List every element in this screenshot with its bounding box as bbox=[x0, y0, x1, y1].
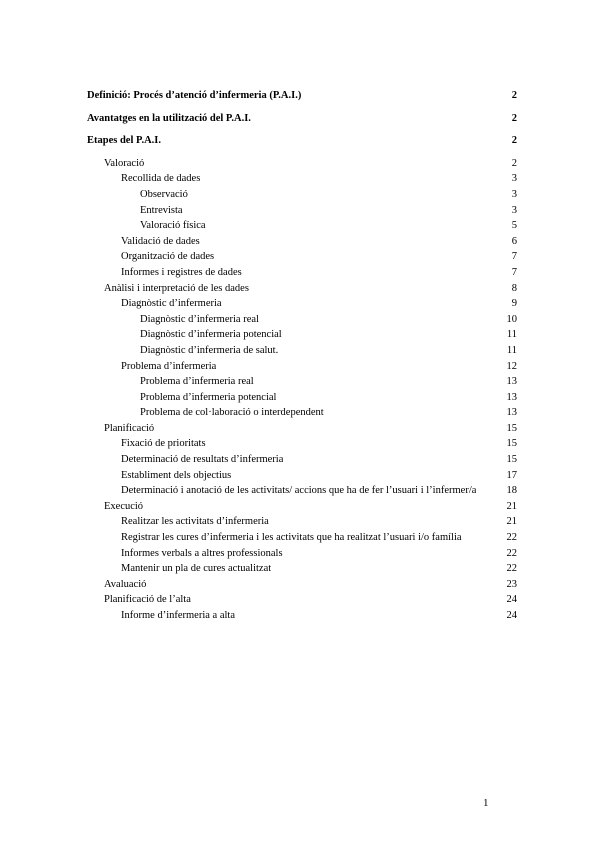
toc-entry-page: 6 bbox=[511, 235, 517, 247]
toc-entry-page: 18 bbox=[506, 485, 517, 497]
toc-entry-title: Diagnòstic d’infermeria de salut. bbox=[140, 344, 279, 356]
toc-entry-page: 7 bbox=[511, 251, 517, 263]
toc-entry-title: Entrevista bbox=[140, 204, 183, 216]
toc-entry-page: 22 bbox=[506, 547, 517, 559]
toc-entry-page: 21 bbox=[506, 500, 517, 512]
toc-entry-title: Valoració bbox=[104, 157, 145, 169]
toc-entry-page: 11 bbox=[506, 329, 517, 341]
toc-entry-page: 15 bbox=[506, 454, 517, 466]
toc-entry-page: 12 bbox=[506, 360, 517, 372]
toc-entry[interactable] bbox=[87, 608, 517, 624]
toc-entry-title: Establiment dels objectius bbox=[121, 469, 232, 481]
toc-entry-title: Registrar les cures d’infermeria i les activitats que ha realitzat l’usuari i/o família bbox=[121, 532, 462, 544]
toc-entry[interactable] bbox=[87, 218, 517, 234]
toc-entry-page: 24 bbox=[506, 594, 517, 606]
toc-entry[interactable] bbox=[87, 203, 517, 219]
toc-entry[interactable] bbox=[87, 468, 517, 484]
page-number: 1 bbox=[483, 797, 489, 809]
toc-entry-page: 13 bbox=[506, 376, 517, 388]
toc-entry-title: Realitzar les activitats d’infermeria bbox=[121, 516, 269, 528]
toc-entry[interactable] bbox=[87, 499, 517, 515]
toc-entry[interactable] bbox=[87, 436, 517, 452]
toc-entry-page: 2 bbox=[511, 90, 517, 101]
toc-entry-title: Informe d’infermeria a alta bbox=[121, 610, 235, 621]
table-of-contents bbox=[87, 88, 517, 624]
toc-entry-title: Observació bbox=[140, 188, 188, 200]
toc-entry-page: 8 bbox=[511, 282, 517, 294]
toc-entry-page: 10 bbox=[506, 313, 517, 325]
toc-entry[interactable] bbox=[87, 546, 517, 562]
toc-entry-title: Etapes del P.A.I. bbox=[87, 135, 161, 147]
toc-entry-title: Anàlisi i interpretació de les dades bbox=[104, 282, 249, 294]
toc-entry-title: Diagnòstic d’infermeria real bbox=[140, 313, 259, 325]
toc-entry-title: Problema d’infermeria real bbox=[140, 376, 254, 388]
toc-entry[interactable] bbox=[87, 88, 517, 104]
toc-entry-page: 2 bbox=[511, 112, 517, 124]
toc-entry-title: Execució bbox=[104, 500, 144, 512]
toc-entry[interactable] bbox=[87, 156, 517, 172]
toc-entry-title: Determinació de resultats d’infermeria bbox=[121, 454, 284, 466]
toc-entry-title: Informes i registres de dades bbox=[121, 266, 242, 278]
toc-entry-title: Validació de dades bbox=[121, 235, 200, 247]
toc-entry-page: 3 bbox=[511, 173, 517, 185]
toc-entry[interactable] bbox=[87, 234, 517, 250]
toc-entry-page: 22 bbox=[506, 563, 517, 575]
toc-entry-title: Avantatges en la utilització del P.A.I. bbox=[87, 112, 251, 124]
toc-entry-page: 15 bbox=[506, 438, 517, 450]
toc-entry-title: Problema d’infermeria potencial bbox=[140, 391, 277, 403]
toc-entry[interactable] bbox=[87, 405, 517, 421]
toc-entry-title: Fixació de prioritats bbox=[121, 438, 206, 450]
toc-entry-title: Problema de col·laboració o interdependent bbox=[140, 407, 324, 419]
toc-entry[interactable] bbox=[87, 187, 517, 203]
toc-entry[interactable] bbox=[87, 421, 517, 437]
toc-entry-page: 13 bbox=[506, 391, 517, 403]
toc-entry[interactable] bbox=[87, 343, 517, 359]
toc-entry-title: Recollida de dades bbox=[121, 173, 201, 185]
toc-entry[interactable] bbox=[87, 133, 517, 149]
toc-entry[interactable] bbox=[87, 514, 517, 530]
toc-entry-page: 24 bbox=[506, 610, 517, 621]
toc-entry[interactable] bbox=[87, 577, 517, 593]
toc-entry[interactable] bbox=[87, 327, 517, 343]
toc-entry-title: Planificació de l’alta bbox=[104, 594, 191, 606]
toc-entry[interactable] bbox=[87, 265, 517, 281]
toc-entry-title: Diagnòstic d’infermeria bbox=[121, 298, 222, 310]
toc-entry-page: 13 bbox=[506, 407, 517, 419]
toc-entry[interactable] bbox=[87, 111, 517, 127]
toc-entry-page: 21 bbox=[506, 516, 517, 528]
toc-entry-title: Determinació i anotació de les activitats/ accions que ha de fer l’usuari i l’infermer/a bbox=[121, 485, 477, 497]
toc-entry[interactable] bbox=[87, 249, 517, 265]
toc-entry-page: 2 bbox=[511, 157, 517, 169]
toc-entry-title: Planificació bbox=[104, 422, 155, 434]
toc-entry-page: 23 bbox=[506, 578, 517, 590]
toc-entry-page: 9 bbox=[511, 298, 517, 310]
toc-entry-page: 17 bbox=[506, 469, 517, 481]
toc-entry-title: Informes verbals a altres professionals bbox=[121, 547, 283, 559]
toc-entry-page: 2 bbox=[511, 135, 517, 147]
toc-entry[interactable] bbox=[87, 530, 517, 546]
toc-entry-title: Mantenir un pla de cures actualitzat bbox=[121, 563, 272, 575]
toc-entry-page: 11 bbox=[506, 344, 517, 356]
toc-entry[interactable] bbox=[87, 561, 517, 577]
toc-entry[interactable] bbox=[87, 390, 517, 406]
toc-entry-page: 7 bbox=[511, 266, 517, 278]
toc-entry[interactable] bbox=[87, 296, 517, 312]
toc-entry[interactable] bbox=[87, 452, 517, 468]
toc-entry-page: 22 bbox=[506, 532, 517, 544]
toc-entry-title: Definició: Procés d’atenció d’infermeria (P.A.I.) bbox=[87, 90, 302, 101]
toc-entry-title: Problema d’infermeria bbox=[121, 360, 217, 372]
toc-entry-page: 15 bbox=[506, 422, 517, 434]
toc-entry[interactable] bbox=[87, 359, 517, 375]
toc-entry-title: Organització de dades bbox=[121, 251, 215, 263]
toc-entry[interactable] bbox=[87, 281, 517, 297]
toc-entry[interactable] bbox=[87, 374, 517, 390]
toc-entry-page: 3 bbox=[511, 204, 517, 216]
toc-entry-title: Avaluació bbox=[104, 578, 147, 590]
toc-entry[interactable] bbox=[87, 312, 517, 328]
toc-entry-page: 3 bbox=[511, 188, 517, 200]
toc-entry[interactable] bbox=[87, 592, 517, 608]
toc-entry-title: Valoració física bbox=[140, 220, 206, 232]
toc-entry[interactable] bbox=[87, 171, 517, 187]
toc-entry-page: 5 bbox=[511, 220, 517, 232]
toc-entry-title: Diagnòstic d’infermeria potencial bbox=[140, 329, 282, 341]
toc-entry[interactable] bbox=[87, 483, 517, 499]
